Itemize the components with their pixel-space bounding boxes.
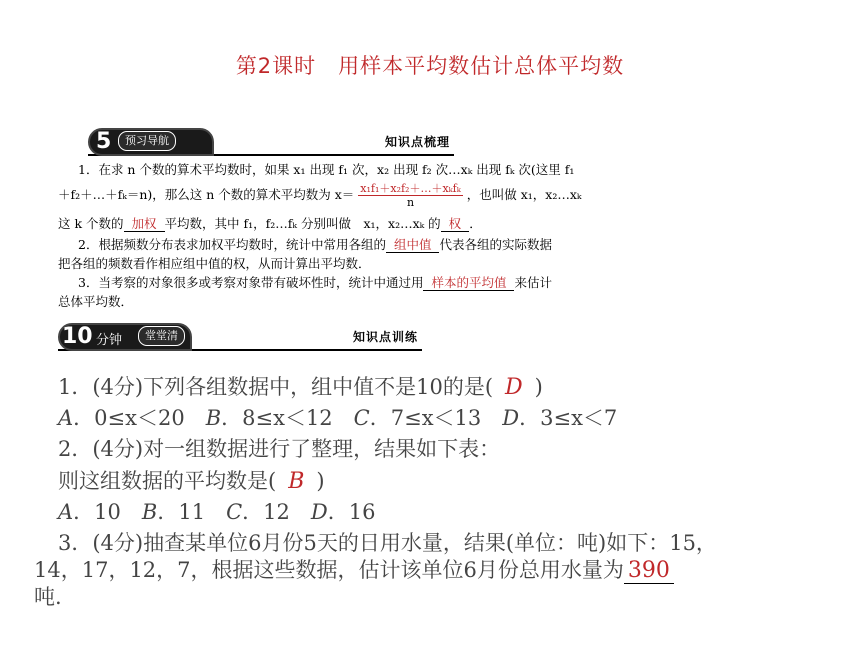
question-2-answer: B <box>288 469 305 494</box>
question-1-answer: D <box>505 375 523 400</box>
minutes-number-10: 10 <box>62 324 93 349</box>
minutes-unit: 分钟 <box>96 333 123 348</box>
question-2-stem: 2．(4分)对一组数据进行了整理，结果如下表： <box>58 437 501 461</box>
question-2-prompt: 则这组数据的平均数是( B ) <box>58 469 325 494</box>
knowledge-summary-label: 知识点梳理 <box>384 135 450 149</box>
practice-banner <box>58 323 422 351</box>
review-p1-line1: 1．在求 n 个数的算术平均数时，如果 x₁ 出现 f₁ 次，x₂ 出现 f₂ 次…xₖ 出现 fₖ 次(这里 f₁ <box>78 162 575 177</box>
review-p3-line2: 总体平均数． <box>58 294 134 309</box>
question-3-line3: 吨. <box>34 585 62 609</box>
question-3-line2: 14，17，12，7，根据这些数据，估计该单位6月份总用水量为 390 <box>34 555 674 586</box>
question-3-answer: 390 <box>624 558 674 584</box>
review-p1-line2: ＋f₂＋…＋fₖ＝n)，那么这 n 个数的算术平均数为 x＝ $\frac{\text{x₁f₁＋x₂f₂＋…＋xₖfₖ}}{n}$ ，也叫做 x₁，x₂…xₖ <box>58 182 582 209</box>
class-check-label: 堂堂清 <box>138 326 185 346</box>
review-p2-line2: 把各组的频数看作相应组中值的权，从而计算出平均数． <box>58 256 371 271</box>
blank-sample-mean: 样本的平均值 <box>423 275 514 291</box>
review-p1-line3: 这 k 个数的 加权 平均数，其中 f₁，f₂…fₖ 分别叫做 x₁，x₂…xₖ 的 权 ． <box>58 216 482 231</box>
review-p2-line1: 2．根据频数分布表求加权平均数时，统计中常用各组的 组中值 代表各组的实际数据 <box>78 237 552 252</box>
preview-guide-label: 预习导航 <box>118 131 176 151</box>
page-title: 第2课时 用样本平均数估计总体平均数 <box>235 54 625 78</box>
question-1-options: A．0≤x＜20 B．8≤x＜12 C．7≤x＜13 D．3≤x＜7 <box>58 406 618 430</box>
knowledge-practice-label: 知识点训练 <box>352 330 418 344</box>
weighted-mean-fraction: $\frac{\text{x₁f₁＋x₂f₂＋…＋xₖfₖ}}{n}$ <box>360 182 461 209</box>
minutes-number: 5 <box>96 129 112 154</box>
question-3-line1: 3．(4分)抽查某单位6月份5天的日用水量，结果(单位：吨)如下：15， <box>58 531 717 555</box>
question-2-options: A．10 B．11 C．12 D．16 <box>58 500 376 524</box>
review-p3-line1: 3．当考察的对象很多或考察对象带有破坏性时，统计中通过用 样本的平均值 来估计 <box>78 275 552 290</box>
preview-banner <box>88 128 454 156</box>
blank-weighted: 加权 <box>124 216 165 232</box>
blank-weight: 权 <box>441 216 470 232</box>
blank-group-midpoint: 组中值 <box>386 237 440 253</box>
question-1-stem: 1．(4分)下列各组数据中，组中值不是10的是( D ) <box>58 375 543 400</box>
